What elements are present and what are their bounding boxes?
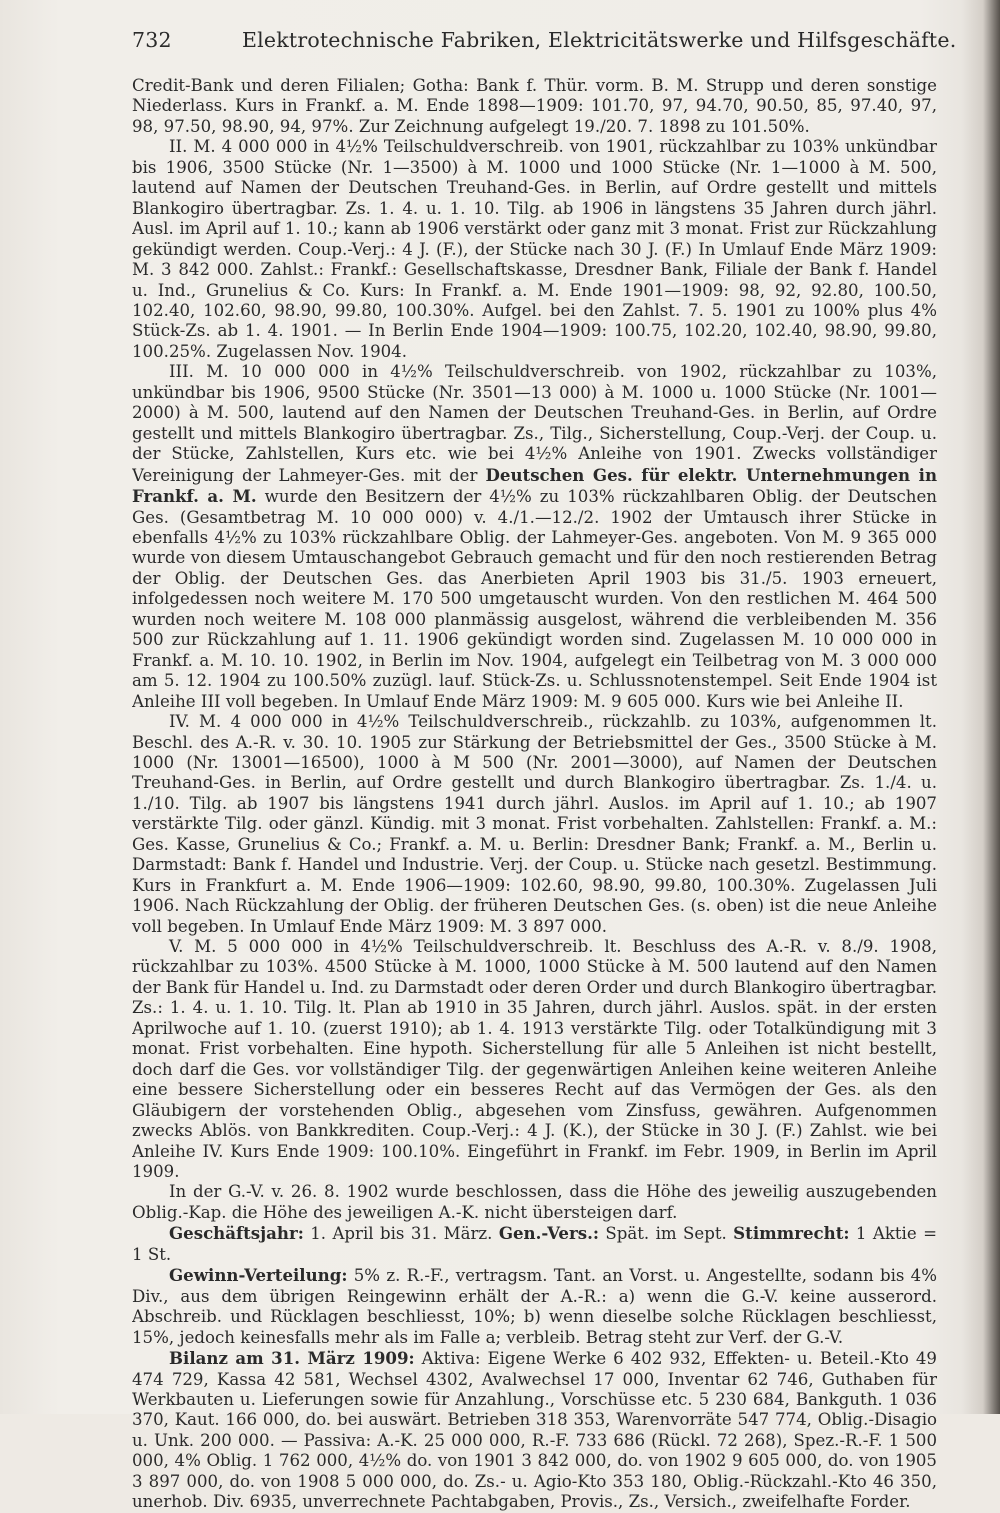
text-run: Aktiva: Eigene Werke 6 402 932, Effekten- u. Beteil.-Kto 49 474 729, Kassa 42 581, Wechsel 4302, Avalwechsel 17 000, Inventar 62 746, Guthaben für Werkbauten u. Lieferungen sowie für Anzahlung., Vorschüsse etc. 5 230 684, Bankguth. 1 036 370, Kaut. 166 000, do. bei auswärt. Betrieben 318 353, Warenvorräte 547 774, Oblig.-Disagio u. Unk. 200 000. — Passiva: A.-K. 25 000 000, R.-F. 733 686 (Rückl. 72 268), Spez.-R.-F. 1 500 000, 4% Oblig. 1 762 000, 4½% do. von 1901 3 842 000, do. von 1902 9 605 000, do. von 1905 3 897 000, do. von 1908 5 000 000, do. Zs.- u. Agio-Kto 353 180, Oblig.-Rückzahl.-Kto 46 350, unerhob. Div. 6935, unverrechnete Pachtabgaben, Provis., Zs., Versich., zweifelhafte Forder.: [132, 1349, 937, 1512]
text-run: 1. April bis 31. März.: [303, 1224, 499, 1244]
text-run: In der G.-V. v. 26. 8. 1902 wurde beschlossen, dass die Höhe des jeweilig auszugebenden Oblig.-Kap. die Höhe des jeweiligen A.-K. nicht übersteigen darf.: [132, 1182, 937, 1222]
paragraph: [132, 1182, 937, 1223]
bold-text: Gewinn-Verteilung:: [169, 1265, 348, 1286]
text-run: wurde den Besitzern der 4½% zu 103% rückzahlbaren Oblig. der Deutschen Ges. (Gesamtbetrag M. 10 000 000) v. 4./1.—12./2. 1902 der Umtausch ihrer Stücke in ebenfalls 4½% zu 103% rückzahlbare Oblig. der Lahmeyer-Ges. angeboten. Von M. 9 365 000 wurde von diesem Umtauschangebot Gebrauch gemacht und für den noch restierenden Betrag der Oblig. der Deutschen Ges. das Anerbieten April 1903 bis 31./5. 1903 erneuert, infolgedessen noch weitere M. 170 500 umgetauscht wurden. Von den restlichen M. 464 500 wurden noch weitere M. 108 000 planmässig ausgelost, während die verbleibenden M. 356 500 zur Rückzahlung auf 1. 11. 1906 gekündigt worden sind. Zugelassen M. 10 000 000 in Frankf. a. M. 10. 10. 1902, in Berlin im Nov. 1904, aufgelegt ein Teilbetrag von M. 3 000 000 am 5. 12. 1904 zu 100.50% zuzügl. lauf. Stück-Zs. u. Schlussnotenstempel. Seit Ende 1904 ist Anleihe III voll begeben. In Umlauf Ende März 1909: M. 9 605 000. Kurs wie bei Anleihe II.: [132, 487, 937, 711]
text-run: 1 Aktie = 1 St.: [132, 1224, 937, 1264]
text-run: II. M. 4 000 000 in 4½% Teilschuldverschreib. von 1901, rückzahlbar zu 103% unkündbar bis 1906, 3500 Stücke (Nr. 1—3500) à M. 1000 und 1000 Stücke (Nr. 1—1000 à M. 500, lautend auf Namen der Deutschen Treuhand-Ges. in Berlin, auf Ordre gestellt und mittels Blankogiro übertragbar. Zs. 1. 4. u. 1. 10. Tilg. ab 1906 in längstens 35 Jahren durch jährl. Ausl. im April auf 1. 10.; kann ab 1906 verstärkt oder ganz mit 3 monat. Frist zur Rückzahlung gekündigt werden. Coup.-Verj.: 4 J. (F.), der Stücke nach 30 J. (F.) In Umlauf Ende März 1909: M. 3 842 000. Zahlst.: Frankf.: Gesellschaftskasse, Dresdner Bank, Filiale der Bank f. Handel u. Ind., Grunelius & Co. Kurs: In Frankf. a. M. Ende 1901—1909: 98, 92, 92.80, 100.50, 102.40, 102.60, 98.90, 99.80, 100.30%. Aufgel. bei den Zahlst. 7. 5. 1901 zu 100% plus 4% Stück-Zs. ab 1. 4. 1901. — In Berlin Ende 1904—1909: 100.75, 102.20, 102.40, 98.90, 99.80, 100.25%. Zugelassen Nov. 1904.: [132, 137, 937, 361]
text-run: Credit-Bank und deren Filialen; Gotha: Bank f. Thür. vorm. B. M. Strupp und deren sonstige Niederlass. Kurs in Frankf. a. M. Ende 1898—1909: 101.70, 97, 94.70, 90.50, 85, 97.40, 97, 98, 97.50, 98.90, 94, 97%. Zur Zeichnung aufgelegt 19./20. 7. 1898 zu 101.50%.: [132, 76, 937, 136]
text-run: V. M. 5 000 000 in 4½% Teilschuldverschreib. lt. Beschluss des A.-R. v. 8./9. 1908, rückzahlbar zu 103%. 4500 Stücke à M. 1000, 1000 Stücke à M. 500 lautend auf den Namen der Bank für Handel u. Ind. zu Darmstadt oder deren Order und durch Blankogiro übertragbar. Zs.: 1. 4. u. 1. 10. Tilg. lt. Plan ab 1910 in 35 Jahren, durch jährl. Auslos. spät. in der ersten Aprilwoche auf 1. 10. (zuerst 1910); ab 1. 4. 1913 verstärkte Tilg. oder Totalkündigung mit 3 monat. Frist vorbehalten. Eine hypoth. Sicherstellung für alle 5 Anleihen ist nicht bestellt, doch darf die Ges. vor vollständiger Tilg. der gegenwärtigen Anleihen keine weiteren Anleihe eine bessere Sicherstellung oder ein besseres Recht auf das Vermögen der Ges. als den Gläubigern der vorstehenden Oblig., abgesehen vom Zinsfuss, gewähren. Aufgenommen zwecks Ablös. von Bankkrediten. Coup.-Verj.: 4 J. (K.), der Stücke in 30 J. (F.) Zahlst. wie bei Anleihe IV. Kurs Ende 1909: 100.10%. Eingeführt in Frankf. im Febr. 1909, in Berlin im April 1909.: [132, 937, 937, 1182]
text-run: 5% z. R.-F., vertragsm. Tant. an Vorst. u. Angestellte, sodann bis 4% Div., aus dem übrigen Reingewinn erhält der A.-R.: a) wenn die G.-V. keine ausserord. Abschreib. und Rücklagen beschliesst, 10%; b) wenn dieselbe solche Rücklagen beschliesst, 15%, jedoch keinesfalls mehr als im Falle a; verbleib. Betrag steht zur Verf. der G.-V.: [132, 1266, 937, 1347]
paragraph: [132, 137, 937, 362]
page-edge-shadow: [962, 0, 1000, 1414]
text-run: III. M. 10 000 000 in 4½% Teilschuldverschreib. von 1902, rückzahlbar zu 103%, unkündbar bis 1906, 9500 Stücke (Nr. 3501—13 000) à M. 1000 u. 1000 Stücke (Nr. 1001—2000) à M. 500, lautend auf den Namen der Deutschen Treuhand-Ges. in Berlin, auf Ordre gestellt und mittels Blankogiro übertragbar. Zs., Tilg., Sicherstellung, Coup.-Verj. der Coup. u. der Stücke, Zahlstellen, Kurs etc. wie bei 4½% Anleihe von 1901. Zwecks vollständiger Vereinigung der Lahmeyer-Ges. mit der: [132, 362, 937, 485]
bold-text: Bilanz am 31. März 1909:: [169, 1348, 415, 1369]
bold-text: Stimmrecht:: [733, 1223, 850, 1244]
body-text: [132, 76, 937, 1513]
page-number: 732: [132, 28, 172, 52]
bold-text: Geschäftsjahr:: [169, 1223, 304, 1244]
paragraph: [132, 1265, 937, 1348]
paragraph: [132, 1348, 937, 1513]
bold-text: Deutschen Ges. für elektr. Unternehmungen in Frankf. a. M.: [132, 464, 937, 507]
paragraph: [132, 712, 937, 937]
paragraph: [132, 362, 937, 712]
bold-text: Gen.-Vers.:: [498, 1223, 599, 1244]
paragraph: [132, 1223, 937, 1265]
text-run: Spät. im Sept.: [598, 1224, 734, 1244]
running-header: [132, 28, 957, 54]
running-title: Elektrotechnische Fabriken, Elektricitätswerke und Hilfsgeschäfte.: [242, 28, 957, 52]
paragraph: [132, 937, 937, 1182]
text-run: IV. M. 4 000 000 in 4½% Teilschuldverschreib., rückzahlb. zu 103%, aufgenommen lt. Beschl. des A.-R. v. 30. 10. 1905 zur Stärkung der Betriebsmittel der Ges., 3500 Stücke à M. 1000 (Nr. 13001—16500), 1000 à M 500 (Nr. 2001—3000), auf Namen der Deutschen Treuhand-Ges. in Berlin, auf Ordre gestellt und durch Blankogiro übertragbar. Zs. 1./4. u. 1./10. Tilg. ab 1907 bis längstens 1941 durch jährl. Auslos. im April auf 1. 10.; ab 1907 verstärkte Tilg. oder gänzl. Kündig. mit 3 monat. Frist vorbehalten. Zahlstellen: Frankf. a. M.: Ges. Kasse, Grunelius & Co.; Frankf. a. M. u. Berlin: Dresdner Bank; Frankf. a. M., Berlin u. Darmstadt: Bank f. Handel und Industrie. Verj. der Coup. u. Stücke nach gesetzl. Bestimmung. Kurs in Frankfurt a. M. Ende 1906—1909: 102.60, 98.90, 99.80, 100.30%. Zugelassen Juli 1906. Nach Rückzahlung der Oblig. der früheren Deutschen Ges. (s. oben) ist die neue Anleihe voll begeben. In Umlauf Ende März 1909: M. 3 897 000.: [132, 712, 937, 936]
paragraph: [132, 76, 937, 137]
